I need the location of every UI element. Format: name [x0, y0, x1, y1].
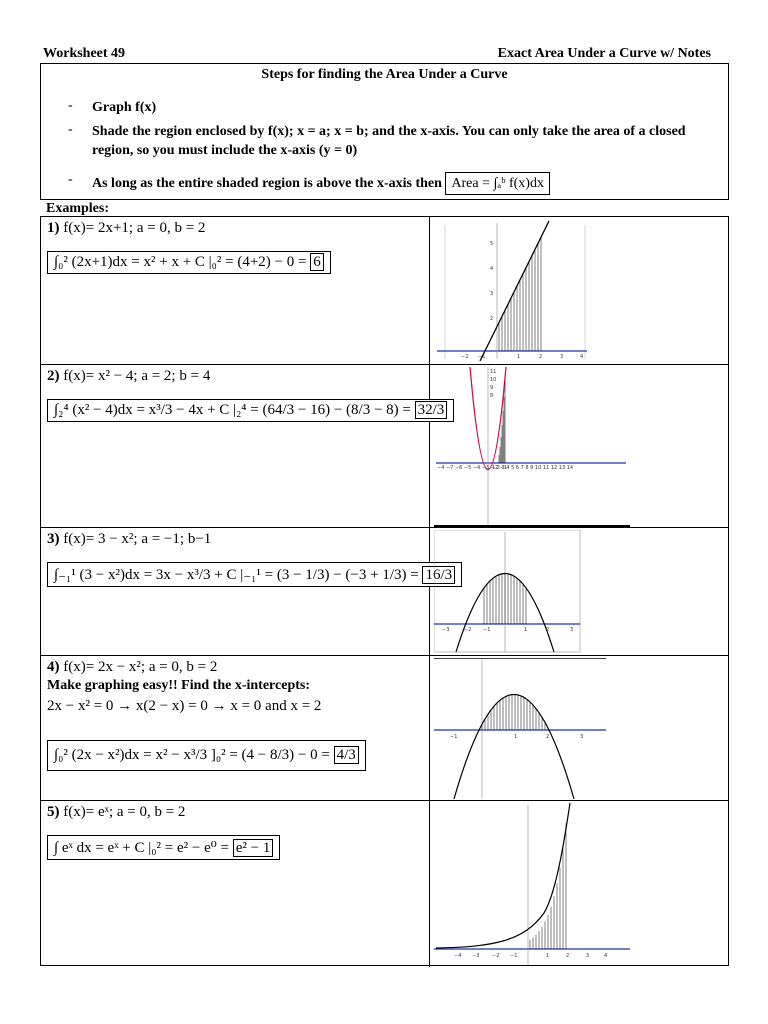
- svg-text:1: 1: [524, 627, 528, 633]
- example-row-4: [41, 656, 728, 801]
- example-5-graph-cell: [430, 801, 728, 967]
- worksheet-header: [43, 46, 711, 62]
- example-3-answer: 16/3: [422, 566, 455, 584]
- svg-text:1 2 3 4 5 6 7 8 9 10 11 12 13: 1 2 3 4 5 6 7 8 9 10 11 12 13 14: [492, 465, 574, 471]
- svg-text:9: 9: [490, 385, 494, 391]
- svg-text:2: 2: [546, 734, 550, 740]
- example-row-5: [41, 801, 728, 967]
- worksheet-topic: Exact Area Under a Curve w/ Notes: [497, 46, 711, 61]
- svg-text:−1: −1: [450, 734, 458, 740]
- svg-text:8: 8: [490, 393, 494, 399]
- svg-text:3: 3: [490, 291, 494, 297]
- example-1-work: [41, 217, 430, 364]
- example-4-solution: ∫₀² (2x − x²)dx = x² − x³/3 ]₀² = (4 − 8/3) − 0 = 4/3: [47, 740, 366, 771]
- example-2-solution: ∫₂⁴ (x² − 4)dx = x³/3 − 4x + C |₂⁴ = (64/3 − 16) − (8/3 − 8) = 32/3: [47, 399, 454, 422]
- svg-text:2: 2: [566, 953, 570, 959]
- steps-box: Steps for finding the Area Under a Curve - Graph f(x) - Shade the region enclosed by f(x); x = a; x = b; and the x-axis. You can only take the area of a closed region, so you must include the x-axis (y = 0) - As long as the entire shaded region is above the x-axis then Area = ∫ₐᵇ f(x)dx: [40, 63, 729, 200]
- area-formula-box: Area = ∫ₐᵇ f(x)dx: [445, 172, 550, 195]
- svg-text:1: 1: [514, 734, 518, 740]
- example-4-graph: [434, 658, 606, 799]
- svg-text:−1: −1: [478, 354, 486, 360]
- example-row-1: [41, 217, 728, 365]
- example-1-answer: 6: [310, 253, 324, 271]
- steps-title: Steps for finding the Area Under a Curve: [261, 67, 508, 82]
- step-3-text: [92, 172, 712, 195]
- svg-text:5: 5: [490, 241, 494, 247]
- step-2-text: [92, 122, 712, 160]
- examples-label: Examples:: [46, 201, 109, 216]
- example-1-solution: ∫₀² (2x+1)dx = x² + x + C |₀² = (4+2) − 0 = 6: [47, 251, 331, 274]
- example-4-problem: 4) f(x)= 2x − x²; a = 0, b = 2: [47, 659, 218, 675]
- svg-text:3: 3: [560, 354, 564, 360]
- svg-text:4: 4: [490, 266, 494, 272]
- svg-text:−3: −3: [472, 953, 480, 959]
- example-2-work: [41, 365, 445, 527]
- svg-text:−2: −2: [464, 627, 472, 633]
- example-4-graph-cell: [430, 656, 728, 800]
- svg-text:1: 1: [517, 354, 521, 360]
- svg-text:3: 3: [580, 734, 584, 740]
- example-1-graph: [437, 221, 587, 361]
- example-1-graph-cell: [430, 217, 728, 364]
- step-2-line-2: region, so you must include the x-axis (y = 0): [92, 143, 358, 158]
- svg-text:2: 2: [539, 354, 543, 360]
- example-4-answer: 4/3: [334, 746, 359, 764]
- svg-text:−3: −3: [442, 627, 450, 633]
- example-5-graph: [434, 803, 630, 965]
- svg-text:−2: −2: [461, 354, 469, 360]
- example-3-work: [41, 528, 453, 655]
- example-3-graph-cell: [430, 528, 728, 655]
- example-row-2: [41, 365, 728, 528]
- example-4-note: Make graphing easy!! Find the x-intercepts:: [47, 678, 310, 693]
- examples-table: [40, 216, 729, 966]
- svg-text:3: 3: [586, 953, 590, 959]
- example-2-problem: 2) f(x)= x² − 4; a = 2; b = 4: [47, 368, 211, 384]
- svg-text:−4 −7 −6 −5 −4 −3 −2 −1: −4 −7 −6 −5 −4 −3 −2 −1: [437, 465, 508, 471]
- step-2-line-1: Shade the region enclosed by f(x); x = a; x = b; and the x-axis. You can only take the area of a closed: [92, 124, 686, 139]
- svg-text:4: 4: [604, 953, 608, 959]
- example-1-problem: 1) f(x)= 2x+1; a = 0, b = 2: [47, 220, 206, 236]
- example-3-problem: 3) f(x)= 3 − x²; a = −1; b−1: [47, 531, 212, 547]
- svg-text:1: 1: [546, 953, 550, 959]
- example-3-solution: ∫₋₁¹ (3 − x²)dx = 3x − x³/3 + C |₋₁¹ = (3 − 1/3) − (−3 + 1/3) = 16/3: [47, 562, 462, 587]
- example-5-answer: e² − 1: [233, 839, 274, 857]
- example-5-problem: 5) f(x)= eˣ; a = 0, b = 2: [47, 804, 186, 820]
- example-4-intercepts: 2x − x² = 0 → x(2 − x) = 0 → x = 0 and x = 2: [47, 698, 322, 714]
- example-5-work: [41, 801, 430, 967]
- example-2-graph-cell: [430, 365, 728, 527]
- step-3-condition: As long as the entire shaded region is above the x-axis then: [92, 176, 442, 191]
- example-5-solution: ∫ eˣ dx = eˣ + C |₀² = e² − e⁰ = e² − 1: [47, 835, 280, 860]
- example-2-answer: 32/3: [415, 401, 448, 419]
- svg-text:11: 11: [490, 369, 497, 375]
- svg-text:−1: −1: [483, 627, 491, 633]
- svg-text:10: 10: [490, 377, 497, 383]
- svg-text:2: 2: [546, 627, 550, 633]
- example-3-graph: [434, 530, 582, 654]
- worksheet-number: Worksheet 49: [43, 46, 126, 61]
- svg-text:−1: −1: [510, 953, 518, 959]
- example-row-3: [41, 528, 728, 656]
- svg-text:3: 3: [570, 627, 574, 633]
- svg-text:4: 4: [580, 354, 584, 360]
- svg-text:−2: −2: [492, 953, 500, 959]
- example-4-work: [41, 656, 430, 800]
- svg-text:−4: −4: [454, 953, 462, 959]
- example-2-graph: [434, 367, 630, 527]
- step-1-text: Graph f(x): [92, 100, 157, 115]
- svg-text:2: 2: [490, 316, 494, 322]
